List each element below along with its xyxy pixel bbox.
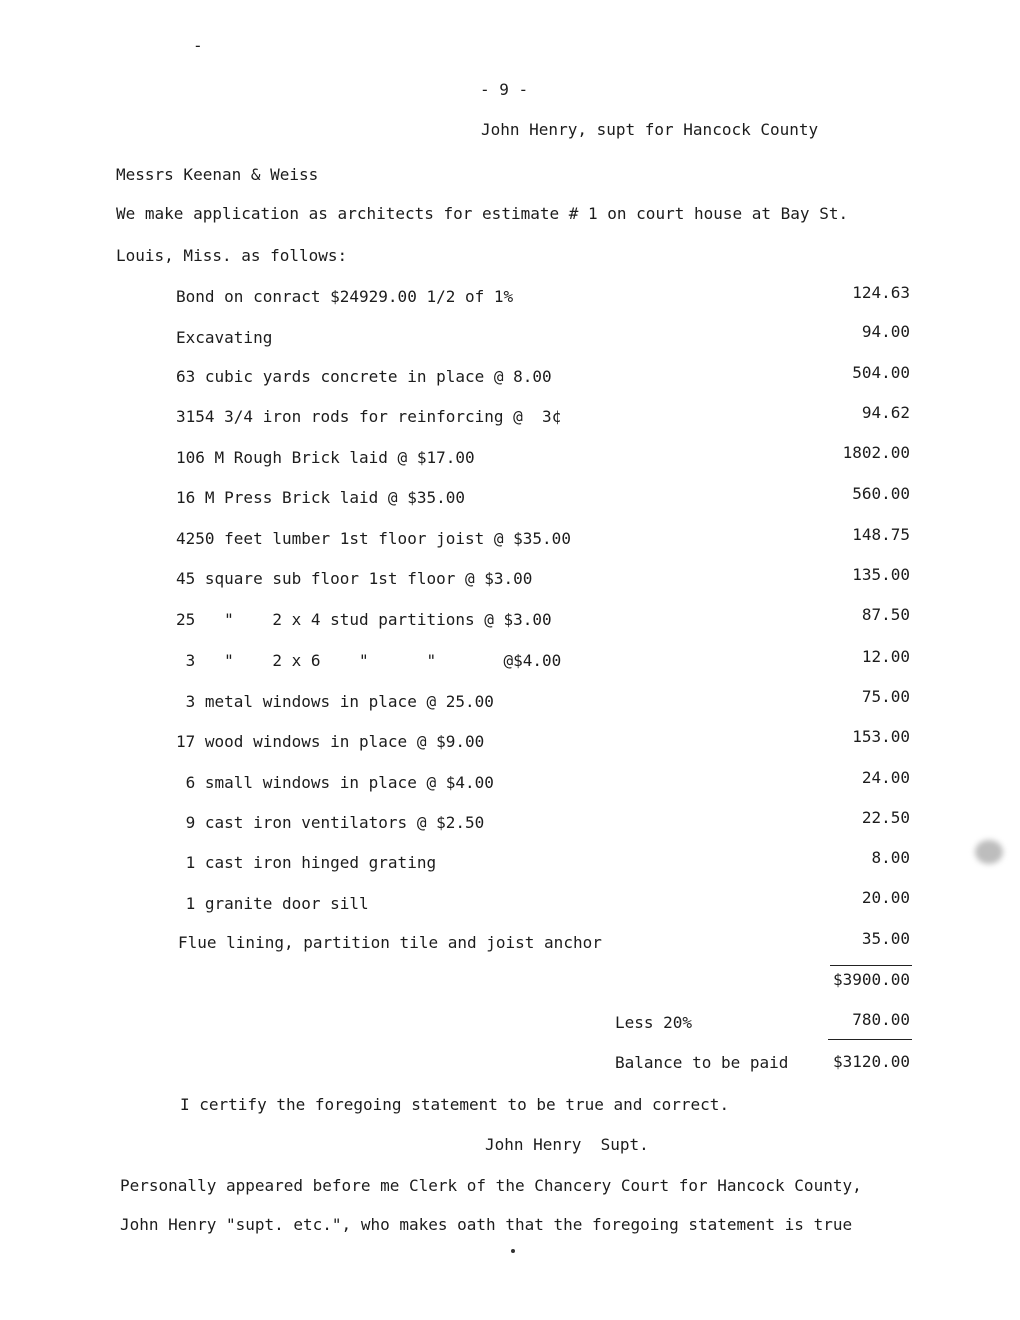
total-amount: $3900.00 (832, 970, 910, 989)
item-desc: 25 " 2 x 4 stud partitions @ $3.00 (176, 610, 552, 629)
item-amount: 75.00 (861, 687, 910, 706)
oath-line-2: John Henry "supt. etc.", who makes oath that the foregoing statement is true (120, 1215, 853, 1234)
oath-line-1: Personally appeared before me Clerk of the Chancery Court for Hancock County, (120, 1176, 862, 1195)
item-amount: 504.00 (852, 363, 910, 382)
balance-amount: $3120.00 (832, 1052, 910, 1071)
signature: John Henry Supt. (485, 1135, 649, 1154)
item-amount: 560.00 (852, 484, 910, 503)
addressee: Messrs Keenan & Weiss (116, 165, 319, 184)
item-amount: 135.00 (852, 565, 910, 584)
ink-dot (511, 1249, 515, 1253)
item-desc: 45 square sub floor 1st floor @ $3.00 (176, 569, 533, 588)
item-amount: 148.75 (852, 525, 910, 544)
page-number: - 9 - (480, 80, 529, 99)
item-desc: 1 granite door sill (176, 894, 369, 913)
item-amount: 94.00 (861, 322, 910, 341)
item-desc: 17 wood windows in place @ $9.00 (176, 732, 485, 751)
item-desc: 1 cast iron hinged grating (176, 853, 437, 872)
item-amount: 20.00 (861, 888, 910, 907)
balance-label: Balance to be paid (615, 1053, 789, 1072)
item-amount: 35.00 (861, 929, 910, 948)
item-amount: 24.00 (861, 768, 910, 787)
item-desc: 106 M Rough Brick laid @ $17.00 (176, 448, 475, 467)
item-desc: 3154 3/4 iron rods for reinforcing @ 3¢ (176, 407, 562, 426)
item-amount: 87.50 (861, 605, 910, 624)
item-desc: Flue lining, partition tile and joist anchor (178, 933, 602, 952)
item-desc: 6 small windows in place @ $4.00 (176, 773, 494, 792)
item-desc: Excavating (176, 328, 273, 347)
item-amount: 12.00 (861, 647, 910, 666)
balance-rule (828, 1039, 912, 1040)
item-desc: 16 M Press Brick laid @ $35.00 (176, 488, 465, 507)
item-amount: 1802.00 (842, 443, 910, 462)
less-label: Less 20% (615, 1013, 693, 1032)
item-desc: 4250 feet lumber 1st floor joist @ $35.00 (176, 529, 571, 548)
stray-dash: - (193, 36, 203, 55)
item-desc: 3 metal windows in place @ 25.00 (176, 692, 494, 711)
item-amount: 124.63 (852, 283, 910, 302)
item-amount: 8.00 (871, 848, 910, 867)
item-desc: 3 " 2 x 6 " " @$4.00 (176, 651, 562, 670)
smudge-mark (975, 840, 1003, 864)
item-amount: 153.00 (852, 727, 910, 746)
header-line: John Henry, supt for Hancock County (481, 120, 819, 139)
intro-line-1: We make application as architects for estimate # 1 on court house at Bay St. (116, 204, 849, 223)
intro-line-2: Louis, Miss. as follows: (116, 246, 348, 265)
item-desc: Bond on conract $24929.00 1/2 of 1% (176, 287, 514, 306)
certify-line: I certify the foregoing statement to be true and correct. (180, 1095, 730, 1114)
item-desc: 9 cast iron ventilators @ $2.50 (176, 813, 485, 832)
item-amount: 94.62 (861, 403, 910, 422)
item-desc: 63 cubic yards concrete in place @ 8.00 (176, 367, 552, 386)
less-amount: 780.00 (852, 1010, 910, 1029)
total-rule (830, 965, 912, 966)
item-amount: 22.50 (861, 808, 910, 827)
